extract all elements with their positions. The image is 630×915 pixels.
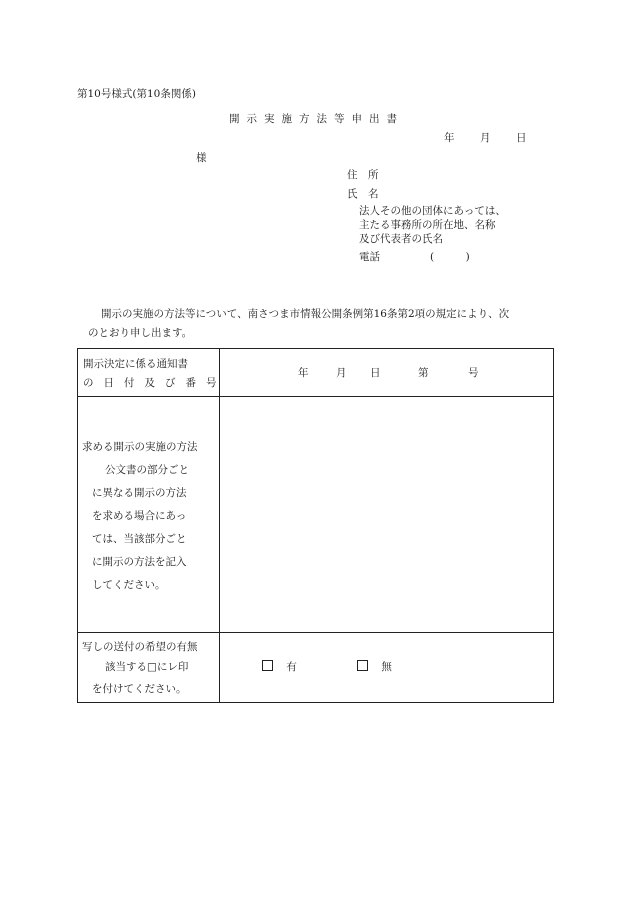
name-label: 氏 名: [347, 188, 379, 200]
table-row-divider-2: [78, 632, 553, 633]
phone-parens: ( ): [430, 251, 470, 263]
row3-label-line-2: 該当する□にレ印: [105, 661, 189, 673]
notice-number-suffix: 号: [468, 367, 479, 379]
checkbox-no[interactable]: [357, 660, 368, 671]
phone-label: 電話: [359, 251, 380, 263]
row2-label-line-3: に異なる開示の方法: [92, 487, 187, 499]
body-text-line-2: のとおり申し出ます。: [88, 327, 193, 339]
row2-label-line-4: を求める場合にあっ: [92, 510, 187, 522]
request-table: [77, 348, 554, 703]
row2-label-line-6: に開示の方法を記入: [92, 556, 187, 568]
option-no[interactable]: [357, 660, 392, 675]
corp-note-line-2: 主たる事務所の所在地、名称: [359, 219, 496, 231]
notice-day: 日: [370, 367, 381, 379]
notice-year: 年: [298, 367, 309, 379]
row2-label-line-5: ては、当該部分ごと: [92, 533, 187, 545]
option-no-label: 無: [381, 661, 392, 673]
row3-label-line-1: 写しの送付の希望の有無: [82, 641, 198, 653]
row2-label-line-1: 求める開示の実施の方法: [82, 441, 198, 453]
body-text-line-1: 開示の実施の方法等について、南さつま市情報公開条例第16条第2項の規定により、次: [101, 308, 510, 320]
row2-label-line-7: してください。: [92, 579, 166, 591]
corp-note-line-3: 及び代表者の氏名: [359, 233, 443, 245]
form-title: 開示実施方法等申出書: [229, 113, 404, 125]
corp-note-line-1: 法人その他の団体にあっては、: [359, 205, 506, 217]
notice-month: 月: [336, 367, 347, 379]
option-yes[interactable]: [262, 660, 297, 675]
date-month: 月: [480, 132, 491, 144]
date-day: 日: [516, 132, 527, 144]
row1-label-line-1: 開示決定に係る通知書: [83, 358, 188, 370]
row3-label-line-3: を付けてください。: [92, 683, 187, 695]
disclosure-method-field[interactable]: [220, 397, 553, 632]
option-yes-label: 有: [286, 661, 297, 673]
date-year: 年: [444, 132, 455, 144]
checkbox-yes[interactable]: [262, 660, 273, 671]
form-number: 第10号様式(第10条関係): [77, 88, 196, 100]
address-label: 住 所: [347, 169, 379, 181]
addressee-suffix: 様: [196, 152, 207, 164]
row1-label-line-2: の日付及び番号: [83, 377, 227, 389]
notice-number-prefix: 第: [418, 367, 429, 379]
row2-label-line-2: 公文書の部分ごと: [105, 464, 189, 476]
